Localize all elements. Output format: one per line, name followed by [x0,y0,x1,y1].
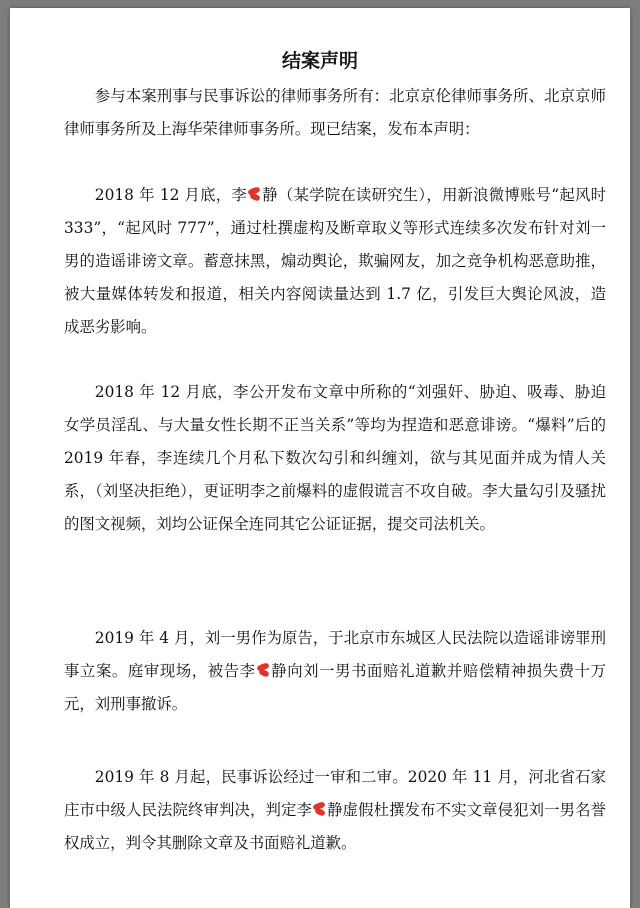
paragraph-text: 2018 年 12 月底，李公开发布文章中所称的“刘强奸、胁迫、吸毒、胁迫女学员淫乱、与大量女性长期不正当关系”等均为捏造和恶意诽谤。“爆料”后的 2019 年春，李连续几个月私下数次勾引和纠缠刘，欲与其见面并成为情人关系，（刘坚决拒绝），更证明李之前爆料的虚假谎言不攻自破。李大量勾引及骚扰的图文视频，刘均公证保全连同其它公证证据，提交司法机关。 [64,383,606,533]
paragraph-text: 静（某学院在读研究生），用新浪微博账号“起风时 333”，“起风时 777”，通过杜撰虚构及断章取义等形式连续多次发布针对刘一男的造谣诽谤文章。蓄意抹黑，煽动舆论，欺骗网友，加之竞争机构恶意助推，被大量媒体转发和报道，相关内容阅读量达到 1.7 亿，引发巨大舆论风波，造成恶劣影响。 [64,186,606,336]
paragraph-background [64,179,606,344]
paragraph-text: 静向刘一男书面赔礼道歉并赔偿精神损失费十万元，刘刑事撤诉。 [64,662,606,713]
document-title: 结案声明 [281,50,358,72]
paragraph-text: 静虚假杜撰发布不实文章侵犯刘一男名誉权成立，判令其删除文章及书面赔礼道歉。 [64,801,606,852]
document-page [10,8,630,908]
paragraph-civil-case [64,761,606,860]
paragraph-text: 2019 年 4 月，刘一男作为原告，于北京市东城区人民法院以造谣诽谤罪刑事立案。庭审现场，被告李 [64,629,606,680]
paragraph-fabrication [64,376,606,541]
paragraph-text: 参与本案刑事与民事诉讼的律师事务所有：北京京伦律师事务所、北京京师律师事务所及上海华荣律师事务所。现已结案，发布本声明： [64,87,606,138]
paragraph-intro [64,80,606,146]
redaction-mark [256,662,271,678]
paragraph-text: 2019 年 8 月起，民事诉讼经过一审和二审。2020 年 11 月，河北省石家庄市中级人民法院终审判决，判定李 [64,768,606,819]
paragraph-text: 2018 年 12 月底，李 [94,186,247,204]
redaction-mark [312,801,327,817]
redaction-mark [247,186,262,202]
paragraph-criminal-case [64,622,606,721]
